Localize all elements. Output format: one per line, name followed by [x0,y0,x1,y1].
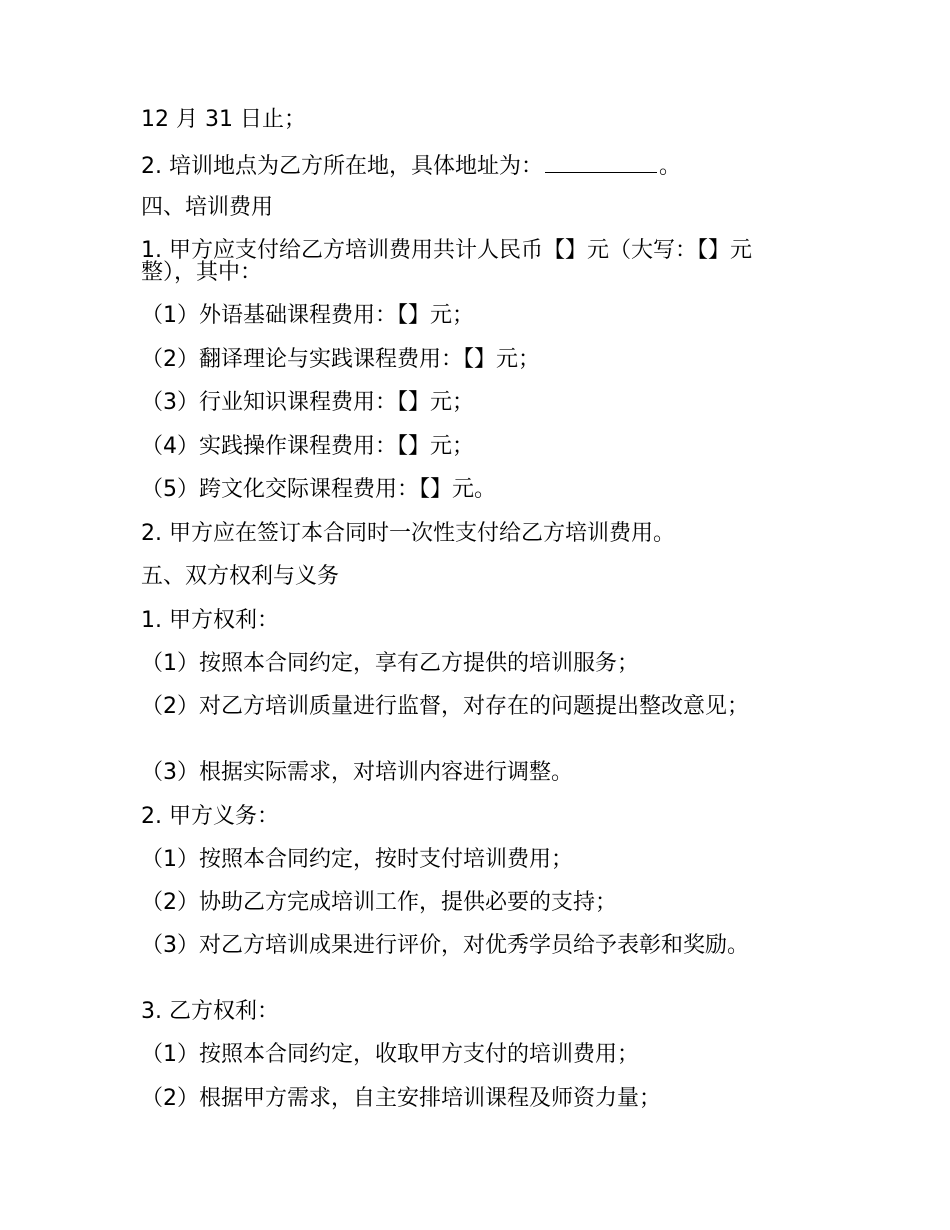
address-blank [545,152,657,173]
fee-item: （4）实践操作课程费用：【】元； [141,434,474,459]
subsection-heading: 3. 乙方权利： [141,999,279,1024]
list-item: （1）按照本合同约定，收取甲方支付的培训费用； [141,1042,639,1067]
fee-item: （2）翻译理论与实践课程费用：【】元； [141,347,540,372]
address-line [141,152,801,179]
text-line: 12 月 31 日止； [141,107,306,132]
list-item: （2）根据甲方需求，自主安排培训课程及师资力量； [141,1086,661,1111]
fee-total-paragraph: 1. 甲方应支付给乙方培训费用共计人民币【】元（大写：【】元整），其中： [141,238,752,285]
list-item: （1）按照本合同约定，按时支付培训费用； [141,847,573,872]
fee-item: （3）行业知识课程费用：【】元； [141,390,474,415]
fee-item: （1）外语基础课程费用：【】元； [141,303,474,328]
list-item: （2）协助乙方完成培训工作，提供必要的支持； [141,890,617,915]
subsection-heading: 1. 甲方权利： [141,608,279,633]
address-suffix: 。 [659,154,682,179]
list-item: （3）对乙方培训成果进行评价，对优秀学员给予表彰和奖励。 [141,933,749,958]
address-label: 2. 培训地点为乙方所在地，具体地址为： [141,154,543,179]
fee-item: （5）跨文化交际课程费用：【】元。 [141,477,496,502]
payment-clause: 2. 甲方应在签订本合同时一次性支付给乙方培训费用。 [141,521,675,546]
list-item: （1）按照本合同约定，享有乙方提供的培训服务； [141,651,639,676]
section-heading-rights: 五、双方权利与义务 [141,564,340,589]
subsection-heading: 2. 甲方义务： [141,804,279,829]
list-item: （3）根据实际需求，对培训内容进行调整。 [141,760,573,785]
list-item: （2）对乙方培训质量进行监督，对存在的问题提出整改意见； [141,694,749,719]
section-heading-fees: 四、培训费用 [141,195,274,220]
